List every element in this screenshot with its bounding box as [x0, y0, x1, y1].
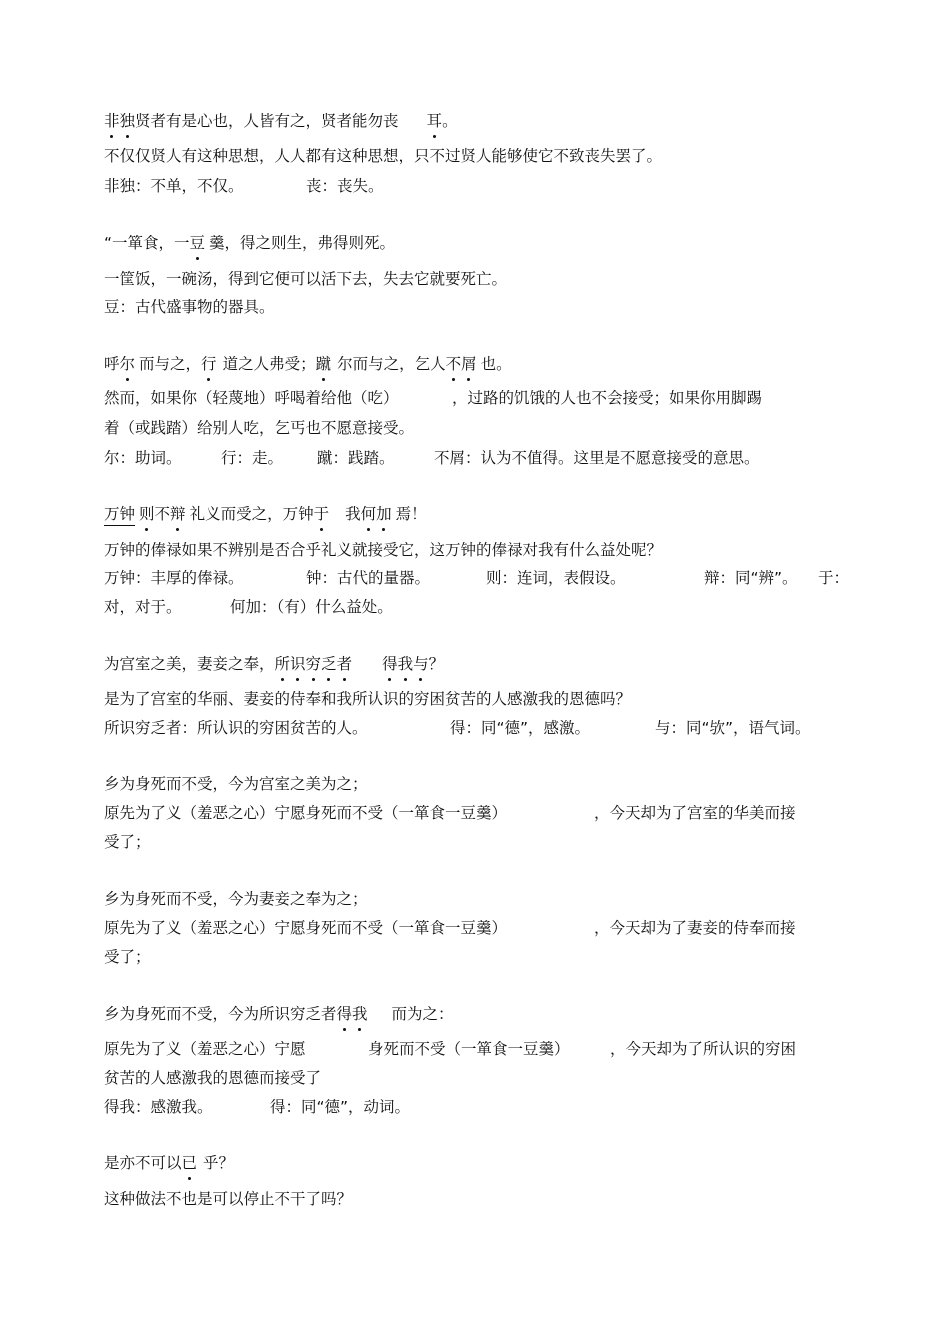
- annotation: 蹴：践踏。: [317, 449, 395, 467]
- annotation: 万钟：丰厚的俸禄。: [104, 569, 244, 587]
- translation-line: ，今天却为了宫室的华美而接: [594, 804, 796, 822]
- source-sentence: 乡为身死而不受，今为妻妾之奉为之；: [104, 890, 368, 908]
- translation-line: ，过路的饥饿的人也不会接受；如果你用脚踢: [452, 389, 763, 407]
- annotation: 对，对于。: [104, 598, 182, 616]
- translation-line: 原先为了义（羞恶之心）宁愿身死而不受（一箪食一豆羹）: [104, 804, 508, 822]
- annotation: 钟：古代的量器。: [306, 569, 431, 587]
- annotation: 则：连词，表假设。: [486, 569, 626, 587]
- source-sentence: 乡为身死而不受，今为所识穷乏者得我 而为之：: [104, 1005, 454, 1023]
- translation-line: 原先为了义（羞恶之心）宁愿身死而不受（一箪食一豆羹）: [104, 919, 508, 937]
- source-sentence: “一箪食，一豆 羹，得之则生，弗得则死。: [104, 234, 396, 252]
- translation-line: 身死而不受（一箪食一豆羹）: [368, 1040, 570, 1058]
- annotation: 与：同“欤”，语气词。: [655, 719, 811, 737]
- translation-line: 一筐饭，一碗汤，得到它便可以活下去，失去它就要死亡。: [104, 270, 508, 288]
- source-sentence: 万钟 则不辩 礼义而受之，万钟于 我何加 焉！: [104, 504, 427, 526]
- translation-line: ，今天却为了妻妾的侍奉而接: [594, 919, 796, 937]
- annotation: 得：同“德”，动词。: [270, 1098, 411, 1116]
- translation-line: 原先为了义（羞恶之心）宁愿: [104, 1040, 306, 1058]
- translation-line: 受了；: [104, 948, 151, 966]
- translation-line: 万钟的俸禄如果不辨别是否合乎礼义就接受它，这万钟的俸禄对我有什么益处呢？: [104, 541, 663, 559]
- source-sentence: 为宫室之美，妻妾之奉，所识穷乏者 得我与？: [104, 655, 445, 673]
- annotation: 得：同“德”，感激。: [450, 719, 591, 737]
- translation-line: 是为了宫室的华丽、妻妾的侍奉和我所认识的穷困贫苦的人感激我的恩德吗？: [104, 690, 632, 708]
- translation-line: 贫苦的人感激我的恩德而接受了: [104, 1069, 322, 1087]
- annotation: 得我：感激我。: [104, 1098, 213, 1116]
- annotation: 豆：古代盛事物的器具。: [104, 298, 275, 316]
- annotation: 所识穷乏者：所认识的穷困贫苦的人。: [104, 719, 368, 737]
- annotation: 非独：不单，不仅。: [104, 177, 244, 195]
- translation-line: 这种做法不也是可以停止不干了吗？: [104, 1190, 353, 1208]
- translation-line: 不仅仅贤人有这种思想，人人都有这种思想，只不过贤人能够使它不致丧失罢了。: [104, 147, 663, 165]
- source-sentence: 乡为身死而不受，今为宫室之美为之；: [104, 775, 368, 793]
- translation-line: 受了；: [104, 833, 151, 851]
- annotation: 丧：丧失。: [306, 177, 384, 195]
- annotation: 不屑：认为不值得。这里是不愿意接受的意思。: [434, 449, 760, 467]
- annotation: 何加：（有）什么益处。: [230, 598, 393, 616]
- source-sentence: 呼尔 而与之，行 道之人弗受；蹴 尔而与之，乞人不屑 也。: [104, 355, 512, 373]
- annotation: 辩：同“辨”。: [704, 569, 798, 587]
- annotation: 行：走。: [221, 449, 284, 467]
- source-sentence: 非独贤者有是心也，人皆有之，贤者能勿丧 耳。: [104, 112, 458, 130]
- translation-line: 然而，如果你（轻蔑地）呼喝着给他（吃）: [104, 389, 399, 407]
- translation-line: ，今天却为了所认识的穷困: [610, 1040, 797, 1058]
- source-sentence: 是亦不可以已 乎？: [104, 1154, 235, 1172]
- translation-line: 着（或践踏）给别人吃，乞丐也不愿意接受。: [104, 419, 415, 437]
- annotation: 于：: [818, 569, 850, 587]
- annotation: 尔：助词。: [104, 449, 182, 467]
